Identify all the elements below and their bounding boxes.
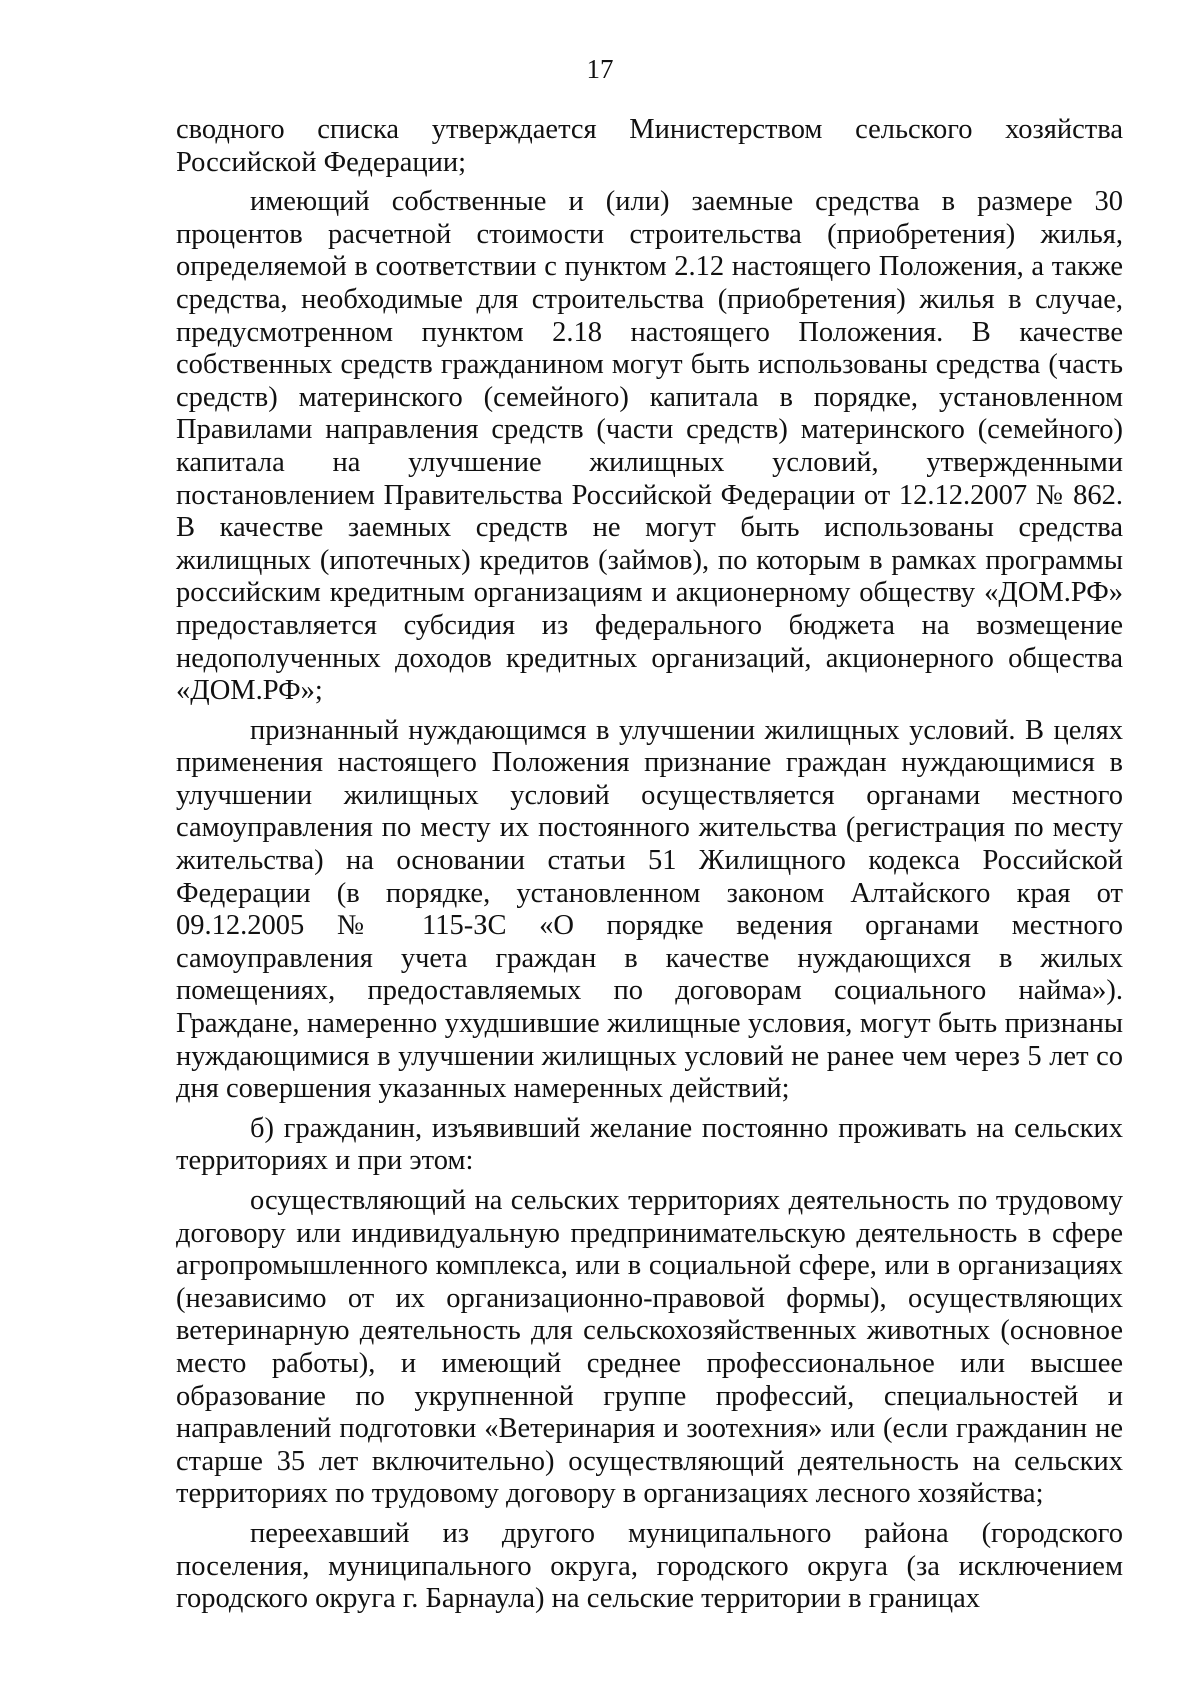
page-number: 17 (586, 54, 614, 84)
paragraph-own-funds: имеющий собственные и (или) заемные средства в размере 30 процентов расчетной стоимости строительства (приобретения) жилья, определяемой в соответствии с пунктом 2.12 настоящего Положения, а также средства, необходимые для строительства (приобретения) жилья в случае, предусмотренном пунктом 2.18 настоящего Положения. В качестве собственных средств гражданином могут быть использованы средства (часть средств) материнского (семейного) капитала в порядке, установленном Правилами направления средств (части средств) материнского (семейного) капитала на улучшение жилищных условий, утвержденными постановлением Правительства Российской Федерации от 12.12.2007 № 862. В качестве заемных средств не могут быть использованы средства жилищных (ипотечных) кредитов (займов), по которым в рамках программы российским кредитным организациям и акционерному обществу «ДОМ.РФ» предоставляется субсидия из федерального бюджета на возмещение недополученных доходов кредитных организаций, акционерного общества «ДОМ.РФ»; (176, 186, 1123, 707)
paragraph-item-b: б) гражданин, изъявивший желание постоянно проживать на сельских территориях и при этом: (176, 1112, 1123, 1177)
paragraph-housing-need: признанный нуждающимся в улучшении жилищных условий. В целях применения настоящего Положения признание граждан нуждающимися в улучшении жилищных условий осуществляется органами местного самоуправления по месту их постоянного жительства (регистрация по месту жительства) на основании статьи 51 Жилищного кодекса Российской Федерации (в порядке, установленном законом Алтайского края от 09.12.2005 № 115-ЗС «О порядке ведения органами местного самоуправления учета граждан в качестве нуждающихся в жилых помещениях, предоставляемых по договорам социального найма»). Граждане, намеренно ухудшившие жилищные условия, могут быть признаны нуждающимися в улучшении жилищных условий не ранее чем через 5 лет со дня совершения указанных намеренных действий; (176, 714, 1123, 1105)
paragraph-rural-employment: осуществляющий на сельских территориях деятельность по трудовому договору или индивидуальную предпринимательскую деятельность в сфере агропромышленного комплекса, или в социальной сфере, или в организациях (независимо от их организационно-правовой формы), осуществляющих ветеринарную деятельность для сельскохозяйственных животных (основное место работы), и имеющий среднее профессиональное или высшее образование по укрупненной группе профессий, специальностей и направлений подготовки «Ветеринария и зоотехния» или (если гражданин не старше 35 лет включительно) осуществляющий деятельность на сельских территориях по трудовому договору в организациях лесного хозяйства; (176, 1185, 1123, 1510)
paragraph-relocated: переехавший из другого муниципального района (городского поселения, муниципального округа, городского округа (за исключением городского округа г. Барнаула) на сельские территории в границах (176, 1517, 1123, 1615)
document-body (176, 114, 1123, 1623)
paragraph-continuation: сводного списка утверждается Министерством сельского хозяйства Российской Федерации; (176, 114, 1123, 178)
